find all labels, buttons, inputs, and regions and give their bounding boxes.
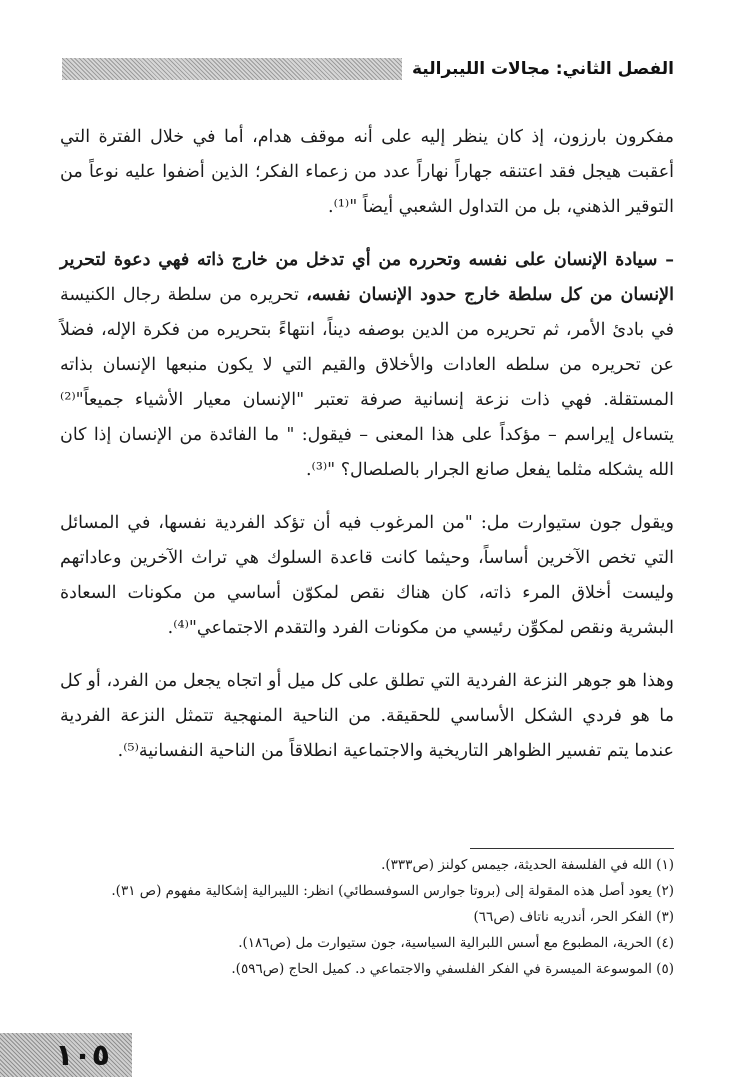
- body-text: [60, 120, 674, 787]
- paragraph-2-rest: تحريره من سلطة رجال الكنيسة في بادئ الأمر، ثم تحريره من الدين بوصفه ديناً، انتهاءً بتحريره من فكرة الإله، فضلاً عن تحريره من سلطه العادات والأخلاق والقيم التي لا يكون منبعها الإنسان بذاته المستقلة. فهي ذات نزعة إنسانية صرفة تعتبر "الإنسان معيار الأشياء جميعاً"⁽²⁾ يتساءل إيراسم – مؤكداً على هذا المعنى – فيقول: " ما الفائدة من الإنسان إذا كان الله يشكله مثلما يفعل صانع الجرار بالصلصال؟ "⁽³⁾.: [60, 285, 674, 480]
- paragraph-2-bold-lead: – سيادة الإنسان على نفسه وتحرره من أي تدخل من خارج ذاته فهي دعوة لتحرير الإنسان من كل سلطة خارج حدود الإنسان نفسه،: [60, 250, 674, 305]
- page-number: ١٠٥: [55, 1037, 110, 1073]
- footnote-separator: [470, 848, 674, 849]
- footnote-2: (٢) يعود أصل هذه المقولة إلى (بروتا جوارس السوفسطائي) انظر: الليبرالية إشكالية مفهوم (ص ٣١).: [111, 883, 674, 899]
- footnotes: [60, 852, 674, 982]
- footnote-3: (٣) الفكر الحر، أندريه ناتاف (ص٦٦): [473, 909, 674, 925]
- paragraph-1: مفكرون بارزون، إذ كان ينظر إليه على أنه موقف هدام، أما في خلال الفترة التي أعقبت هيجل فقد اعتنقه جهاراً نهاراً عدد من زعماء الفكر؛ الذين أضفوا عليه نوعاً من التوقير الذهني، بل من التداول الشعبي أيضاً "⁽¹⁾.: [60, 127, 674, 217]
- paragraph-4: وهذا هو جوهر النزعة الفردية التي تطلق على كل ميل أو اتجاه يجعل من الفرد، أو كل ما هو فردي الشكل الأساسي للحقيقة. من الناحية المنهجية تتمثل النزعة الفردية عندما يتم تفسير الظواهر التاريخية والاجتماعية انطلاقاً من الناحية النفسانية⁽⁵⁾.: [60, 671, 674, 761]
- paragraph-3: ويقول جون ستيوارت مل: "من المرغوب فيه أن تؤكد الفردية نفسها، في المسائل التي تخص الآخرين أساساً، وحيثما كانت قاعدة السلوك هي تراث الآخرين وعاداتهم وليست أخلاق المرء ذاته، كان هناك نقص لمكوّن أساسي من مكونات السعادة البشرية ونقص لمكوِّن رئيسي من مكونات الفرد والتقدم الاجتماعي"⁽⁴⁾.: [60, 513, 674, 638]
- footnote-4: (٤) الحرية، المطبوع مع أسس اللبرالية السياسية، جون ستيوارت مل (ص١٨٦).: [238, 935, 674, 951]
- footnote-1: (١) الله في الفلسفة الحديثة، جيمس كولنز (ص٣٣٣).: [381, 857, 674, 873]
- chapter-title: الفصل الثاني: مجالات الليبرالية: [411, 59, 674, 79]
- page-number-block: [0, 1033, 132, 1077]
- footnote-5: (٥) الموسوعة الميسرة في الفكر الفلسفي والاجتماعي د. كميل الحاج (ص٥٩٦).: [231, 961, 674, 977]
- header-pattern-bar: [62, 58, 402, 80]
- paragraph-2: [60, 243, 674, 488]
- running-header: [62, 52, 674, 86]
